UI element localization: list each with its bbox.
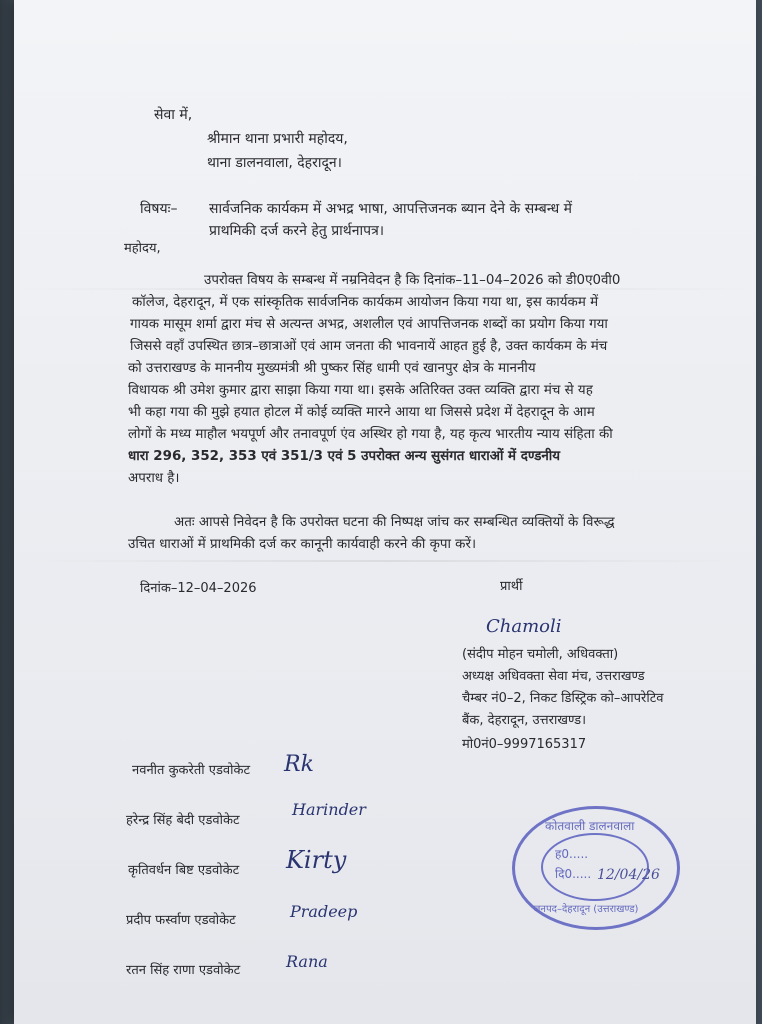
body-line: कॉलेज, देहरादून, में एक सांस्कृतिक सार्वजनिक कार्यकम आयोजन किया गया था, इस कार्यकम में — [132, 295, 599, 310]
body-line: गायक मासूम शर्मा द्वारा मंच से अत्यन्त अभद्र, अशलील एवं आपत्तिजनक शब्दों का प्रयोग किया गया — [130, 317, 608, 332]
police-station-stamp — [512, 806, 680, 930]
salutation: सेवा में, — [154, 107, 193, 123]
subject-label: विषयः– — [140, 201, 178, 217]
subject-line-1: सार्वजनिक कार्यकम में अभद्र भाषा, आपत्तिजनक ब्यान देने के सम्बन्ध में — [209, 201, 573, 217]
stamp-handwritten-date: 12/04/26 — [597, 867, 660, 883]
letter-page — [14, 0, 756, 1024]
cosigner-signature: Rana — [286, 952, 328, 971]
stamp-top-text: कोतवाली डालनवाला — [545, 819, 635, 833]
request-line-1: अतः आपसे निवेदन है कि उपरोक्त घटना की निष्पक्ष जांच कर सम्बन्धित व्यक्तियों के विरूद्ध — [174, 515, 615, 530]
cosigner-signature: Kirty — [286, 846, 347, 874]
request-line-2: उचित धाराओं में प्राथमिकी दर्ज कर कानूनी कार्यवाही करने की कृपा करें। — [128, 537, 477, 552]
greeting: महोदय, — [124, 241, 161, 256]
body-line: जिससे वहाँ उपस्थित छात्र–छात्राओं एवं आम जनता की भावनायें आहत हुई है, उक्त कार्यकम के मंच — [130, 339, 608, 354]
applicant-signature: Chamoli — [486, 616, 562, 637]
body-line: लोगों के मध्य माहौल भयपूर्ण और तनावपूर्ण एंव अस्थिर हो गया है, यह कृत्य भारतीय न्याय संहिता की — [128, 427, 613, 442]
cosigner-name: प्रदीप फर्स्वाण एडवोकेट — [126, 913, 236, 928]
cosigner-name: नवनीत कुकरेती एडवोकेट — [132, 763, 251, 778]
stamp-line-d: दि0..... — [555, 867, 592, 881]
addressee-line-1: श्रीमान थाना प्रभारी महोदय, — [207, 131, 348, 147]
body-line: अपराध है। — [128, 471, 180, 486]
applicant-address-1: चैम्बर नं0–2, निकट डिस्ट्रिक को–आपरेटिव — [462, 691, 664, 706]
cosigner-name: हरेन्द्र सिंह बेदी एडवोकेट — [126, 813, 240, 828]
applicant-phone: मो0नं0–9997165317 — [462, 737, 587, 752]
addressee-line-2: थाना डालनवाला, देहरादून। — [207, 155, 342, 171]
body-line: भी कहा गया की मुझे हयात होटल में कोई व्यक्ति मारने आया था जिससे प्रदेश में देहरादून के आम — [128, 405, 595, 420]
applicant-label: प्रार्थी — [500, 579, 523, 594]
cosigner-name: कृतिवर्धन बिष्ट एडवोकेट — [128, 863, 240, 878]
cosigner-name: रतन सिंह राणा एडवोकेट — [126, 963, 241, 978]
stamp-bottom-text: जनपद–देहरादून (उत्तराखण्ड) — [533, 904, 639, 915]
applicant-address-2: बैंक, देहरादून, उत्तराखण्ड। — [462, 713, 587, 728]
body-line: विधायक श्री उमेश कुमार द्वारा साझा किया गया था। इसके अतिरिक्त उक्त व्यक्ति द्वारा मंच से यह — [128, 383, 593, 398]
applicant-designation: अध्यक्ष अधिवक्ता सेवा मंच, उत्तराखण्ड — [462, 669, 645, 684]
body-line: को उत्तराखण्ड के माननीय मुख्यमंत्री श्री पुष्कर सिंह धामी एवं खानपुर क्षेत्र के माननीय — [128, 361, 536, 376]
applicant-name: (संदीप मोहन चमोली, अधिवक्ता) — [462, 647, 619, 662]
stamp-line-h: ह0..... — [555, 847, 589, 861]
letter-date: दिनांक–12–04–2026 — [140, 581, 257, 596]
subject-line-2: प्राथमिकी दर्ज करने हेतु प्रार्थनापत्र। — [209, 223, 385, 239]
paper-fold — [14, 560, 756, 562]
body-line: उपरोक्त विषय के सम्बन्ध में नम्रनिवेदन है कि दिनांक–11–04–2026 को डी0ए0वी0 — [204, 273, 621, 288]
cosigner-signature: Harinder — [292, 800, 366, 819]
cosigner-signature: Pradeep — [290, 902, 358, 921]
cosigner-signature: Rk — [284, 752, 314, 777]
body-line: धारा 296, 352, 353 एवं 351/3 एवं 5 उपरोक्त अन्य सुसंगत धाराओं में दण्डनीय — [128, 449, 561, 464]
